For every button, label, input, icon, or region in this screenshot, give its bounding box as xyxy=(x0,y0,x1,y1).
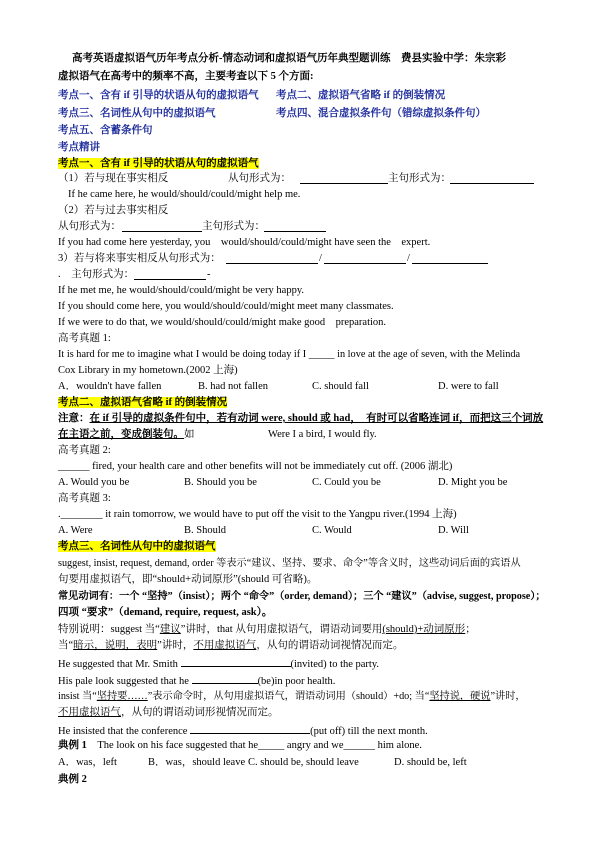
s1-main-label-3: . 主句形式为： xyxy=(58,269,135,280)
s1-line5: . 主句形式为： - xyxy=(58,269,211,280)
point-1: 考点一、含有 if 引导的状语从句的虚拟语气 xyxy=(58,90,259,101)
s2-note-line2 xyxy=(58,428,377,442)
option-b[interactable]: B. Should you be xyxy=(184,477,257,488)
option-d[interactable]: D. Will xyxy=(438,525,469,536)
s3-insist-note-cont: 不用虚拟语气，从句的谓语动词形视情况而定。 xyxy=(58,707,279,718)
option-c[interactable]: C. should be, should leave xyxy=(248,757,359,768)
exam-label-2: 高考真题 2: xyxy=(58,445,111,456)
s1-line3 xyxy=(58,220,265,234)
blank[interactable] xyxy=(412,253,488,264)
point-3: 考点三、名词性从句中的虚拟语气 xyxy=(58,108,216,119)
option-b[interactable]: B. Should xyxy=(184,525,227,536)
question-1: It is hard for me to imagine what I would be doing today if I _____ in love at the age of seven, with the Melinda xyxy=(58,349,521,360)
option-d[interactable]: D. should be, left xyxy=(394,757,467,768)
note-label: 注意： xyxy=(58,413,90,424)
question-2: ______ fired, your health care and other benefits will not be immediately cut off. (2006 湖北) xyxy=(58,461,453,472)
example-1-question: 典例 1 The look on his face suggested that he_____ angry and we______ him alone. xyxy=(58,740,422,751)
s3-example-2: His pale look suggested that he (be)in poor health. xyxy=(58,673,335,689)
section3-heading: 考点三、名词性从句中的虚拟语气 xyxy=(58,541,216,552)
blank[interactable] xyxy=(134,269,206,280)
s1-main-label-2: 主句形式为： xyxy=(202,221,265,232)
option-a[interactable]: A．wouldn't have fallen xyxy=(58,381,162,392)
s3-text-2: 句要用虚拟语气，即“should+动词原形”(should 可省略)。 xyxy=(58,574,318,585)
point-4: 考点四、混合虚拟条件句（错综虚拟条件句） xyxy=(276,108,486,119)
s1-future-label: 3）若与将来事实相反从句形式为： xyxy=(58,253,221,264)
point-2: 考点二、虚拟语气省略 if 的倒装情况 xyxy=(276,90,446,101)
s1-past-label: （2）若与过去事实相反 xyxy=(58,205,169,216)
blank[interactable] xyxy=(264,221,326,232)
note-text-cont: 在主语之前，变成倒装句。 xyxy=(58,429,184,440)
option-c[interactable]: C. Could you be xyxy=(312,477,381,488)
s3-imply-note: 当“暗示，说明，表明”讲时，不用虚拟语气，从句的谓语动词视情况而定。 xyxy=(58,640,404,651)
s3-insist-note: insist 当“坚持要……”表示命令时，从句用虚拟语气，谓语动词用（should）+do; 当“坚持说，硬说”讲时， xyxy=(58,691,526,702)
option-b[interactable]: B．was，should leave xyxy=(148,757,246,768)
s1-example3: If he met me, he would/should/could/might be very happy. xyxy=(58,285,305,296)
s1-example1: If he came here, he would/should/could/might help me. xyxy=(68,189,301,200)
s1-line1 xyxy=(58,172,451,186)
option-a[interactable]: A. Were xyxy=(58,525,93,536)
s2-note-line1 xyxy=(58,412,543,426)
s3-common-verbs: 常见动词有：一个 “坚持”（insist）；两个 “命令”（order, demand）；三个 “建议”（advise, suggest, propose）； xyxy=(58,591,546,602)
s3-request-verbs: 四项 “要求”（demand, require, request, ask）。 xyxy=(58,607,273,618)
doc-title: 高考英语虚拟语气历年考点分析-情态动词和虚拟语气历年典型题训练 费县实验中学：朱宗彩 xyxy=(72,53,506,64)
s1-present-label: （1）若与现在事实相反 xyxy=(58,173,169,184)
example-1-label: 典例 1 xyxy=(58,740,87,751)
section3-heading-wrap xyxy=(58,540,216,554)
blank[interactable] xyxy=(300,173,388,184)
option-a[interactable]: A. Would you be xyxy=(58,477,130,488)
s1-clause-label-2: 从句形式为： xyxy=(58,221,121,232)
option-c[interactable]: C. Would xyxy=(312,525,352,536)
blank[interactable] xyxy=(324,253,406,264)
section1-heading-wrap xyxy=(58,157,259,171)
point-5: 考点五、含蓄条件句 xyxy=(58,125,153,136)
s3-example-3: He insisted that the conference (put off) till the next month. xyxy=(58,723,428,739)
note-text: 在 if 引导的虚拟条件句中，若有动词 were, should 或 had， 有时可以省略连词 if，而把这三个词放 xyxy=(89,413,544,424)
s3-example-1: He suggested that Mr. Smith (invited) to the party. xyxy=(58,656,379,672)
blank[interactable] xyxy=(450,173,534,184)
s1-example4: If you should come here, you would/should/could/might meet many classmates. xyxy=(58,301,394,312)
s1-main-label: 主句形式为： xyxy=(388,173,451,184)
blank[interactable] xyxy=(190,723,310,734)
note-example: 如 Were I a bird, I would fly. xyxy=(184,429,377,440)
option-d[interactable]: D. were to fall xyxy=(438,381,499,392)
option-c[interactable]: C. should fall xyxy=(312,381,369,392)
s1-example5: If we were to do that, we would/should/could/might make good preparation. xyxy=(58,317,387,328)
point-list-row-1 xyxy=(58,89,446,103)
blank[interactable] xyxy=(122,221,202,232)
exam-label-1: 高考真题 1: xyxy=(58,333,111,344)
intro-text: 虚拟语气在高考中的频率不高，主要考查以下 5 个方面: xyxy=(58,71,314,82)
section2-heading-wrap xyxy=(58,396,227,410)
blank[interactable] xyxy=(226,253,318,264)
question-1-cont: Cox Library in my hometown.(2002 上海) xyxy=(58,365,238,376)
s3-text-1: suggest, insist, request, demand, order 等表示“建议、坚持、要求、命令”等含义时，这些动词后面的宾语从 xyxy=(58,558,521,569)
blank[interactable] xyxy=(192,673,258,684)
s3-special-note: 特别说明：suggest 当“建议”讲时，that 从句用虚拟语气，谓语动词要用(should)+动词原形； xyxy=(58,624,476,635)
point-list-row-2 xyxy=(58,107,486,121)
option-d[interactable]: D. Might you be xyxy=(438,477,508,488)
jingjiang-label: 考点精讲 xyxy=(58,142,100,153)
blank[interactable] xyxy=(181,656,291,667)
option-a[interactable]: A．was，left xyxy=(58,757,117,768)
question-3: .________ it rain tomorrow, we would have to put off the visit to the Yangpu river.(1994 上海) xyxy=(58,509,457,520)
s1-clause-label: 从句形式为： xyxy=(228,173,291,184)
s1-line4: 3）若与将来事实相反从句形式为： / / xyxy=(58,252,221,266)
exam-label-3: 高考真题 3: xyxy=(58,493,111,504)
section1-heading: 考点一、含有 if 引导的状语从句的虚拟语气 xyxy=(58,158,259,169)
example-2-label: 典例 2 xyxy=(58,774,87,785)
s1-example2: If you had come here yesterday, you would/should/could/might have seen the expert. xyxy=(58,237,431,248)
option-b[interactable]: B. had not fallen xyxy=(198,381,268,392)
section2-heading: 考点二、虚拟语气省略 if 的倒装情况 xyxy=(58,397,228,408)
